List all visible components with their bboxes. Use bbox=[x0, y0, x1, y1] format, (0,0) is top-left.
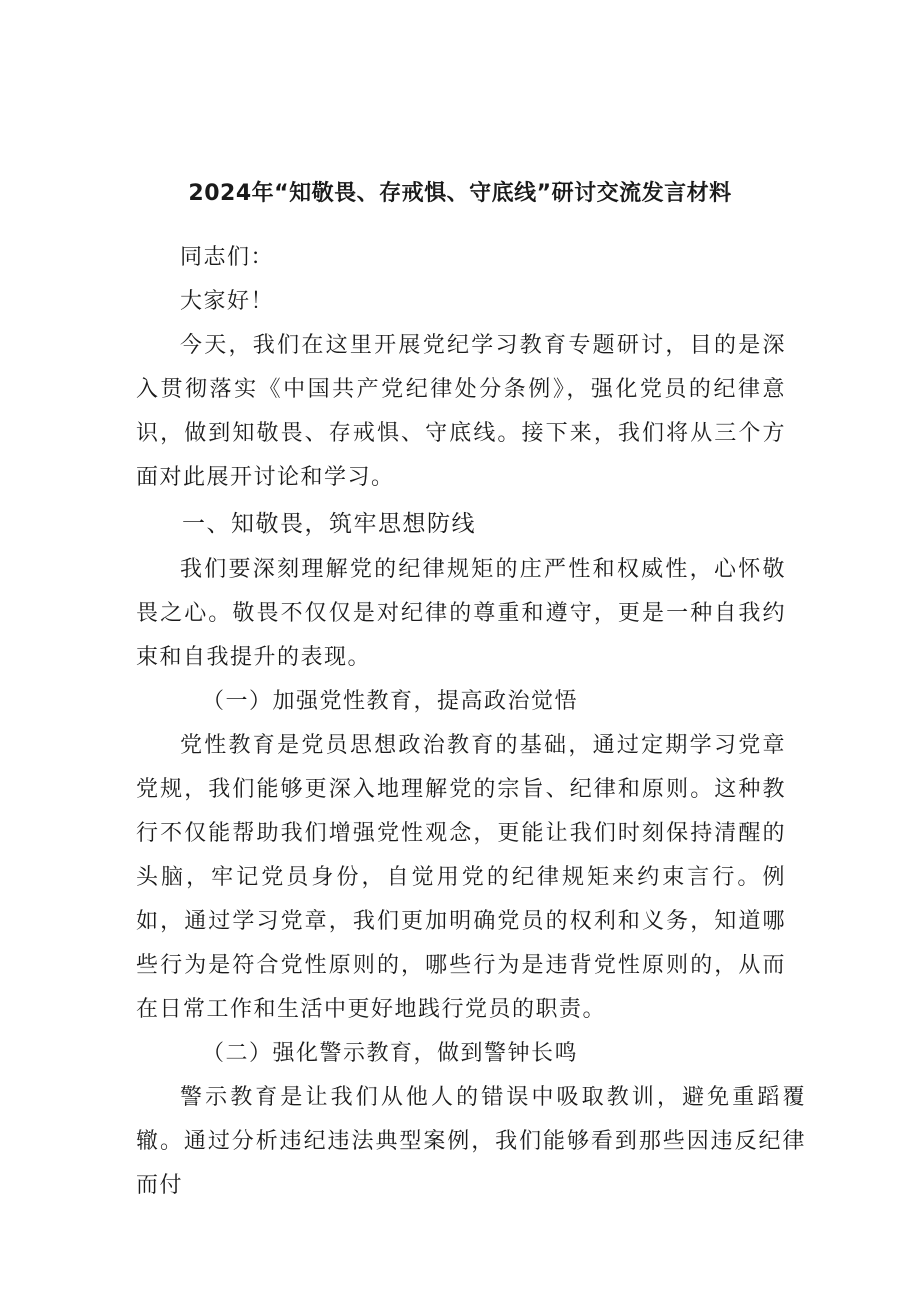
subsection-2-heading: （二）强化警示教育，做到警钟长鸣 bbox=[202, 1041, 579, 1066]
subsection-1-heading: （一）加强党性教育，提高政治觉悟 bbox=[202, 689, 579, 714]
greeting-everyone: 大家好！ bbox=[180, 289, 275, 314]
section-1-heading: 一、知敬畏，筑牢思想防线 bbox=[182, 511, 476, 537]
subsection-1-paragraph: 党性教育是党员思想政治教育的基础，通过定期学习党章党规，我们能够更深入地理解党的宗旨、纪律和原则。这种教行不仅能帮助我们增强党性观念，更能让我们时刻保持清醒的头脑，牢记党员身份，自觉用党的纪律规矩来约束言行。例如，通过学习党章，我们更加明确党员的权利和义务，知道哪些行为是符合党性原则的，哪些行为是违背党性原则的，从而在日常工作和生活中更好地践行党员的职责。 bbox=[136, 733, 786, 1022]
section-1-paragraph: 我们要深刻理解党的纪律规矩的庄严性和权威性，心怀敬畏之心。敬畏不仅仅是对纪律的尊重和遵守，更是一种自我约束和自我提升的表现。 bbox=[136, 557, 786, 670]
document-title: 2024年“知敬畏、存戒惧、守底线”研讨交流发言材料 bbox=[188, 181, 732, 206]
document-body bbox=[136, 236, 806, 1208]
intro-paragraph: 今天，我们在这里开展党纪学习教育专题研讨，目的是深入贯彻落实《中国共产党纪律处分条例》，强化党员的纪律意识，做到知敬畏、存戒惧、守底线。接下来，我们将从三个方面对此展开讨论和学习。 bbox=[136, 333, 786, 490]
subsection-2-paragraph: 警示教育是让我们从他人的错误中吸取教训，避免重蹈覆辙。通过分析违纪违法典型案例，我们能够看到那些因违反纪律而付 bbox=[136, 1085, 806, 1198]
greeting-comrades: 同志们： bbox=[180, 245, 275, 270]
